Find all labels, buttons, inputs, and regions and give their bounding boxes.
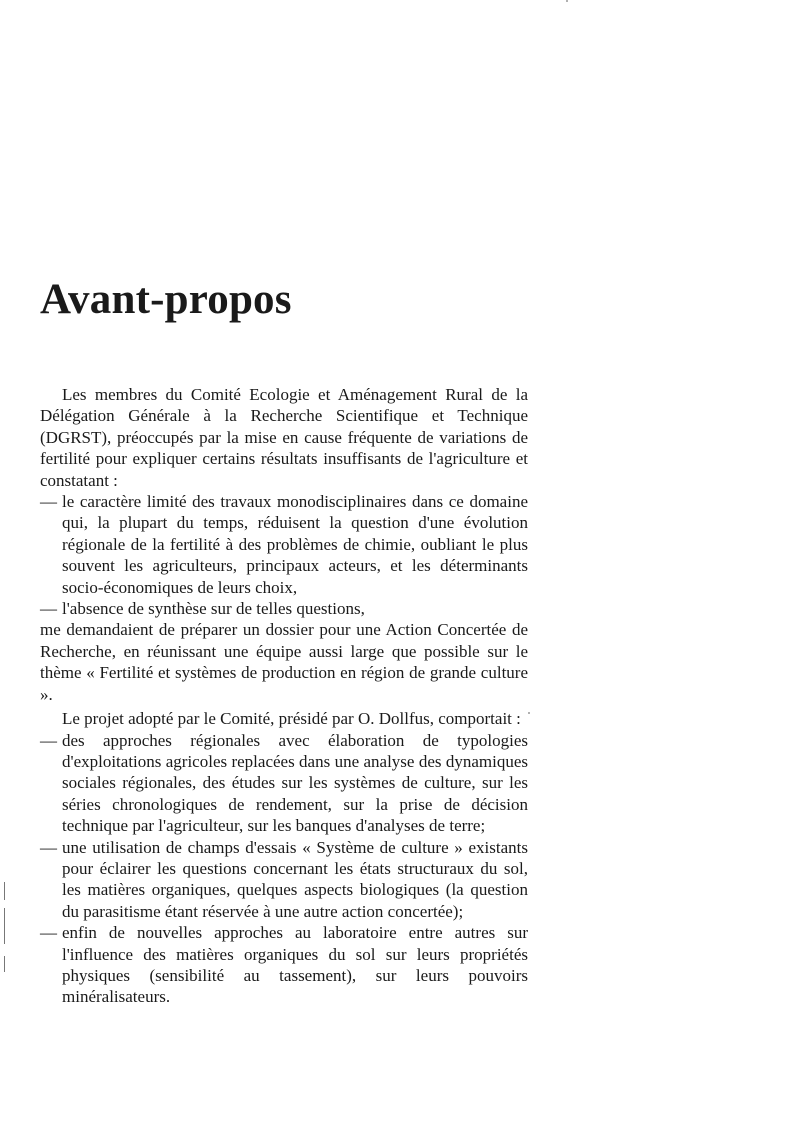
bullet-item <box>40 730 528 837</box>
dash-marker: — <box>40 599 57 619</box>
dash-marker: — <box>40 837 57 857</box>
bullet-text: des approches régionales avec élaboration de typologies d'exploitations agricoles replacées dans une analyse des dynamiques sociales régionales, des études sur les systèmes de culture, sur les séries chronologiques de rendement, sur la prise de décision technique par l'agriculteur, sur les banques d'analyses de terre; <box>62 730 528 836</box>
body-text <box>40 384 528 1008</box>
bullet-text: une utilisation de champs d'essais « Système de culture » existants pour éclairer les questions concernant les états structuraux du sol, les matières organiques, quelques aspects biologiques (la question du parasitisme étant réservée à une autre action concertée); <box>62 837 528 921</box>
bullet-item <box>40 491 528 598</box>
request-paragraph: me demandaient de préparer un dossier pour une Action Concertée de Recherche, en réunissant une équipe aussi large que possible sur le thème « Fertilité et systèmes de production en région de grande culture ». <box>40 620 528 704</box>
margin-mark <box>4 956 5 972</box>
intro-paragraph: Les membres du Comité Ecologie et Aménagement Rural de la Délégation Générale à la Recherche Scientifique et Technique (DGRST), préoccupés par la mise en cause fréquente de variations de fertilité pour expliquer certains résultats insuffisants de l'agriculture et constatant : <box>40 385 528 490</box>
page-title: Avant-propos <box>40 276 292 323</box>
bullet-text: l'absence de synthèse sur de telles questions, <box>62 599 365 619</box>
bullet-text: enfin de nouvelles approches au laboratoire entre autres sur l'influence des matières organiques du sol sur leurs propriétés physiques (sensibilité au tassement), sur leurs pouvoirs minéralisateurs. <box>62 923 528 1007</box>
scan-speck <box>566 0 568 2</box>
margin-mark <box>4 908 5 944</box>
margin-mark <box>4 882 5 900</box>
scan-speck <box>528 712 530 714</box>
bullet-text: le caractère limité des travaux monodisciplinaires dans ce domaine qui, la plupart du temps, réduisent la question d'une évolution régionale de la fertilité à des problèmes de chimie, oubliant le plus souvent les agriculteurs, principaux acteurs, et les déterminants socio-économiques de leurs choix, <box>62 492 528 597</box>
project-paragraph: Le projet adopté par le Comité, présidé par O. Dollfus, comportait : <box>62 709 521 729</box>
dash-marker: — <box>40 923 57 943</box>
dash-marker: — <box>40 492 57 512</box>
bullet-item <box>40 837 528 923</box>
bullet-item <box>40 922 528 1008</box>
dash-marker: — <box>40 730 57 750</box>
bullet-item <box>40 598 528 619</box>
